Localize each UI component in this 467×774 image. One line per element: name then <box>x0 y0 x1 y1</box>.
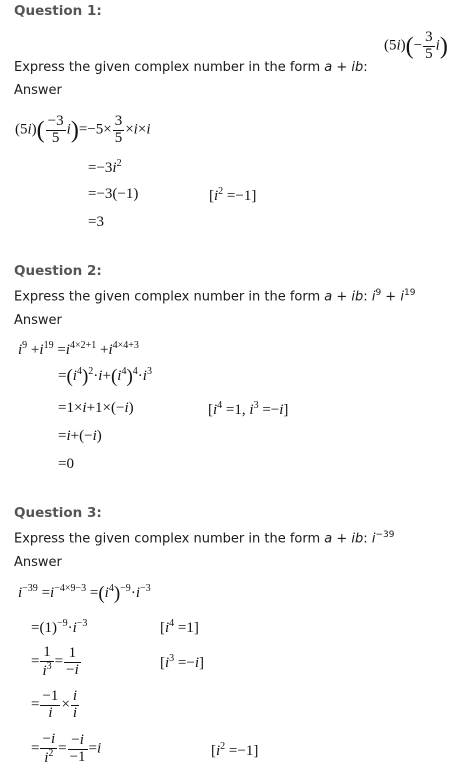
q1-step-3: =−3(−1) <box>88 186 139 202</box>
q1-note: $[i^2 =-1]$ <box>209 186 257 204</box>
q2-prompt: Express the given complex number in the form a + ib: $i^9 + i^{19}$ <box>14 288 416 305</box>
q2-step-2: $=(i^4)^2\cdot i+(i^4)^4\cdot i^3$ <box>58 366 152 388</box>
q2-step-5: =0 <box>58 456 74 472</box>
q2-step-1: $i^9 +i^{19} =i^{4\times 2+1} +i^{4\times 4+3}$ <box>18 340 139 358</box>
question-2-heading: Question 2: <box>14 263 102 279</box>
q1-step-4: =3 <box>88 214 104 230</box>
q3-step-4: = $\frac{-1}{i}$ × $\frac{i}{i}$ <box>31 688 78 721</box>
q3-note-1: $[i^4 =1]$ <box>160 618 199 636</box>
q2-step-4: =i+(−i) <box>58 428 102 444</box>
q3-prompt: Express the given complex number in the form a + ib: $i^{-39}$ <box>14 530 395 547</box>
q3-step-5: = $\frac{-i}{i^2}$ = $\frac{-i}{-1}$ =i <box>31 731 102 766</box>
q3-note-2: $[i^3 =-i]$ <box>160 653 205 671</box>
q3-step-1: $i^{-39} =i^{-4\times 9-3} =(i^4)^{-9}\cdot i^{-3}$ <box>18 583 151 605</box>
q2-note: [$i^4 =1$, $i^3 =-i$] <box>208 400 289 418</box>
q1-step-2: $=-3i^2$ <box>88 158 122 176</box>
question-3-heading: Question 3: <box>14 505 102 521</box>
q1-answer-label: Answer <box>14 83 62 98</box>
q3-note-3: $[i^2 =-1]$ <box>211 741 259 759</box>
q3-step-3: = $\frac{1}{i^3}$ = $\frac{1}{-i}$ <box>31 644 79 679</box>
q3-step-2: $=(1)^{-9}\cdot i^{-3}$ <box>31 618 88 636</box>
q1-prompt: Express the given complex number in the form a + ib: <box>14 60 368 75</box>
q1-step-1: (5i)( $\frac{-3}{5}$ i)=−5× $\frac{3}{5}$ ×i×i <box>15 113 151 146</box>
q2-step-3: =1×i+1×(−i) <box>58 400 134 416</box>
q1-expression: (5i)(− $\frac{3}{5}$ i) <box>384 29 448 62</box>
question-1-heading: Question 1: <box>14 3 102 19</box>
q2-answer-label: Answer <box>14 313 62 328</box>
q3-answer-label: Answer <box>14 555 62 570</box>
